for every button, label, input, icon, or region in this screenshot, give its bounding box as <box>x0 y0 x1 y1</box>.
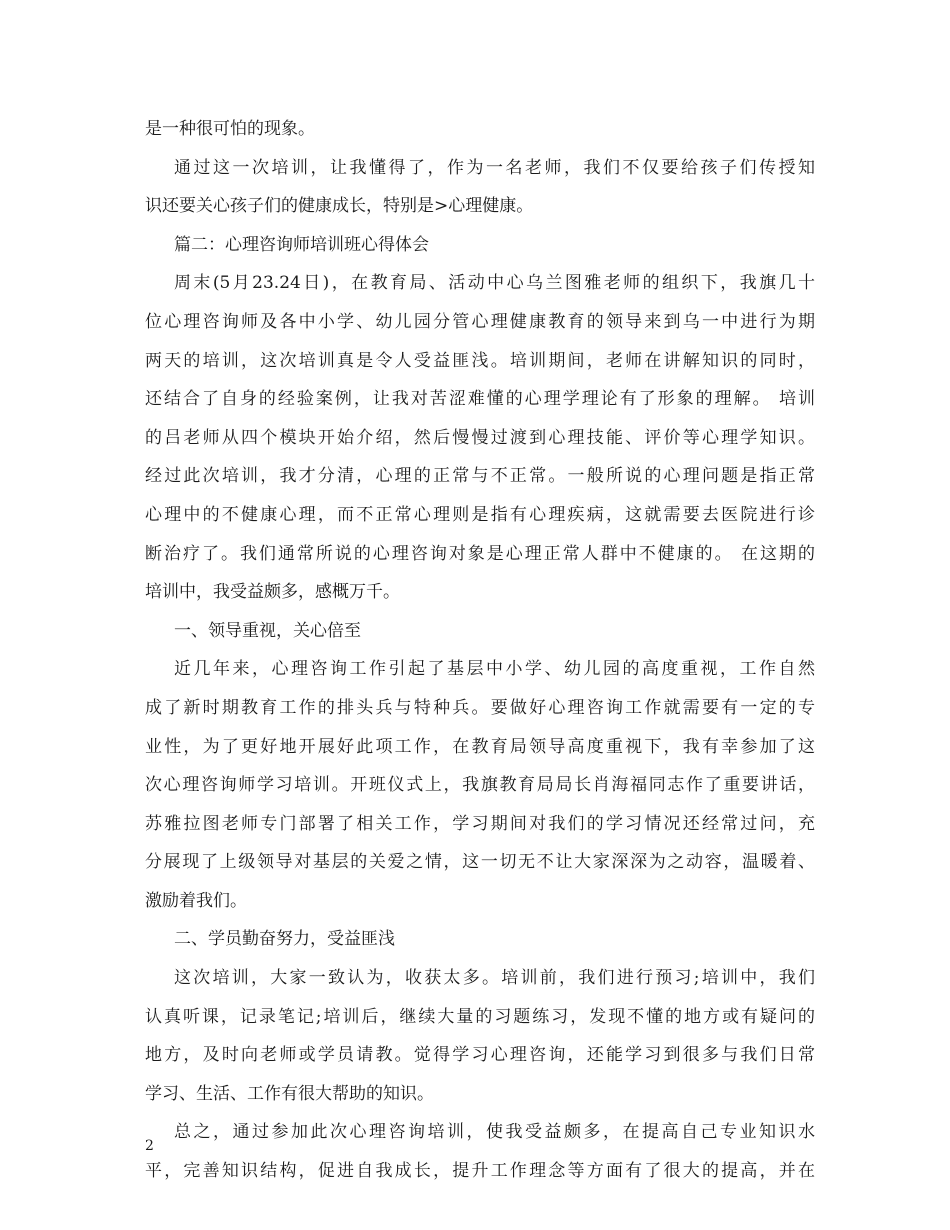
text-line: 总之，通过参加此次心理咨询培训，使我受益颇多，在提高自己专业知识水 <box>174 1122 815 1143</box>
text-line: 是一种很可怕的现象。 <box>145 119 315 139</box>
text-line: 业性，为了更好地开展好此项工作，在教育局领导高度重视下，我有幸参加了这 <box>145 736 815 757</box>
text-line: 认真听课，记录笔记;培训后，继续大量的习题练习，发现不懂的地方或有疑问的 <box>145 1006 815 1027</box>
text-line: 分展现了上级领导对基层的关爱之情，这一切无不让大家深深为之动容，温暖着、 <box>145 852 815 873</box>
text-line: 一、领导重视，关心倍至 <box>174 620 361 641</box>
text-line: 位心理咨询师及各中小学、幼儿园分管心理健康教育的领导来到乌一中进行为期 <box>145 311 815 332</box>
page-number: 2 <box>145 1138 154 1154</box>
text-line: 的吕老师从四个模块开始介绍，然后慢慢过渡到心理技能、评价等心理学知识。 <box>145 427 815 448</box>
text-line: 断治疗了。我们通常所说的心理咨询对象是心理正常人群中不健康的。 在这期的 <box>145 543 815 564</box>
text-line: 通过这一次培训，让我懂得了，作为一名老师，我们不仅要给孩子们传授知 <box>174 157 815 178</box>
text-line: 这次培训，大家一致认为，收获太多。培训前，我们进行预习;培训中，我们 <box>174 968 815 989</box>
text-line: 平，完善知识结构，促进自我成长，提升工作理念等方面有了很大的提高，并在 <box>145 1161 815 1182</box>
text-line: 学习、生活、工作有很大帮助的知识。 <box>145 1083 434 1104</box>
text-line: 培训中，我受益颇多，感概万千。 <box>145 582 400 603</box>
text-line: 苏雅拉图老师专门部署了相关工作，学习期间对我们的学习情况还经常过问，充 <box>145 813 815 834</box>
text-line: 次心理咨询师学习培训。开班仪式上，我旗教育局局长肖海福同志作了重要讲话， <box>145 775 815 796</box>
text-line: 还结合了自身的经验案例，让我对苦涩难懂的心理学理论有了形象的理解。 培训 <box>145 389 815 410</box>
text-line: 识还要关心孩子们的健康成长，特别是>心理健康。 <box>145 196 534 217</box>
document-body <box>145 110 815 1191</box>
text-line: 周末(5月23.24日)，在教育局、活动中心乌兰图雅老师的组织下，我旗几十 <box>174 273 815 294</box>
text-line: 地方，及时向老师或学员请教。觉得学习心理咨询，还能学习到很多与我们日常 <box>145 1045 815 1066</box>
text-line: 激励着我们。 <box>145 890 247 911</box>
text-line: 心理中的不健康心理，而不正常心理则是指有心理疾病，这就需要去医院进行诊 <box>145 504 815 525</box>
text-line: 近几年来，心理咨询工作引起了基层中小学、幼儿园的高度重视，工作自然 <box>174 659 815 680</box>
text-line: 经过此次培训，我才分清，心理的正常与不正常。一般所说的心理问题是指正常 <box>145 466 815 487</box>
text-line: 篇二：心理咨询师培训班心得体会 <box>174 234 429 255</box>
text-line: 二、学员勤奋努力，受益匪浅 <box>174 929 395 950</box>
text-line: 两天的培训，这次培训真是令人受益匪浅。培训期间，老师在讲解知识的同时， <box>145 350 815 371</box>
text-line: 成了新时期教育工作的排头兵与特种兵。要做好心理咨询工作就需要有一定的专 <box>145 697 815 718</box>
